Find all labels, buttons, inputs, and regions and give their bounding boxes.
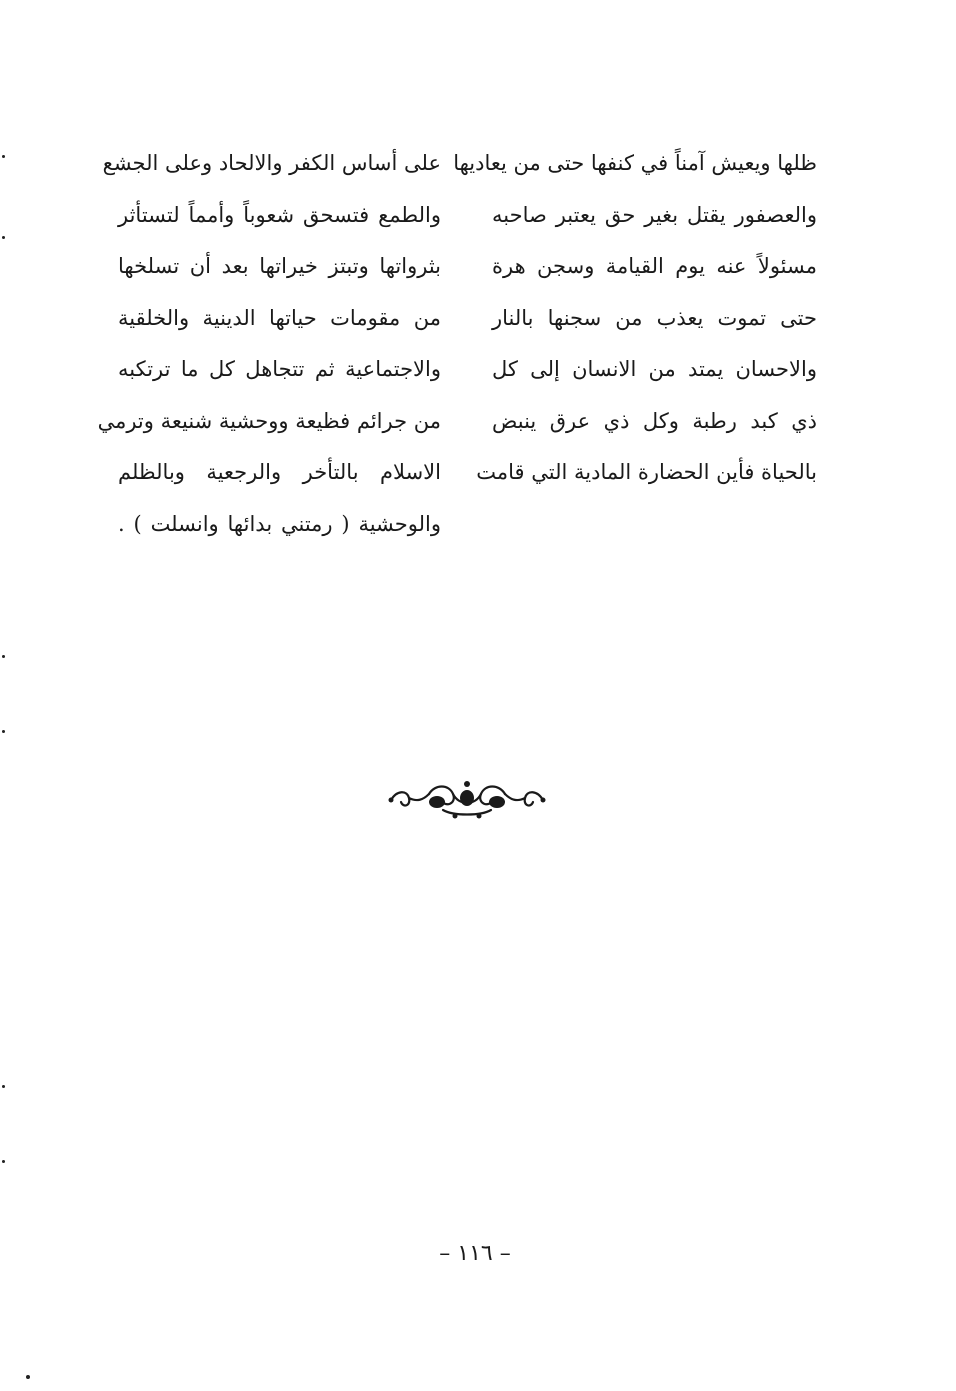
text-line: الاسلام بالتأخر والرجعية وبالظلم (118, 460, 441, 484)
scan-speck (2, 1085, 5, 1088)
scan-speck (2, 655, 5, 658)
text-line: بثرواتها وتبتز خيراتها بعد أن تسلخها (118, 254, 441, 278)
scan-speck (2, 236, 5, 239)
floral-ornament-icon (383, 776, 551, 824)
text-line: والوحشية ( رمتني بدائها وانسلت ) . (118, 511, 441, 536)
text-line: ذي كبد رطبة وكل ذي عرق ينبض (492, 408, 817, 433)
text-line: ظلها ويعيش آمناً في كنفها حتى من يعاديها (453, 151, 817, 175)
text-line: على أساس الكفر والالحاد وعلى الجشع (102, 151, 441, 175)
text-line: والاحسان يمتد من الانسان إلى كل (492, 357, 817, 381)
page-number: – ١١٦ – (439, 1241, 511, 1266)
text-line: حتى تموت يعذب من سجنها بالنار (492, 305, 817, 330)
text-line: بالحياة فأين الحضارة المادية التي قامت (476, 460, 817, 484)
text-line: والعصفور يقتل بغير حق يعتبر صاحبه (492, 202, 817, 227)
text-line: من جرائم فظيعة ووحشية شنيعة وترمي (97, 408, 441, 433)
text-line: والطمع فتسحق شعوباً وأمماً لتستأثر (118, 202, 441, 227)
scan-speck (2, 155, 5, 158)
scan-speck (26, 1375, 30, 1379)
scan-speck (2, 730, 5, 733)
text-line: مسئولاً عنه يوم القيامة وسجن هرة (492, 254, 817, 278)
text-line: والاجتماعية ثم تتجاهل كل ما ترتكبه (118, 357, 441, 381)
text-line: من مقومات حياتها الدينية والخلقية (118, 305, 441, 330)
scan-speck (2, 1160, 5, 1163)
right-text-column (453, 138, 817, 499)
left-text-column (97, 138, 441, 550)
